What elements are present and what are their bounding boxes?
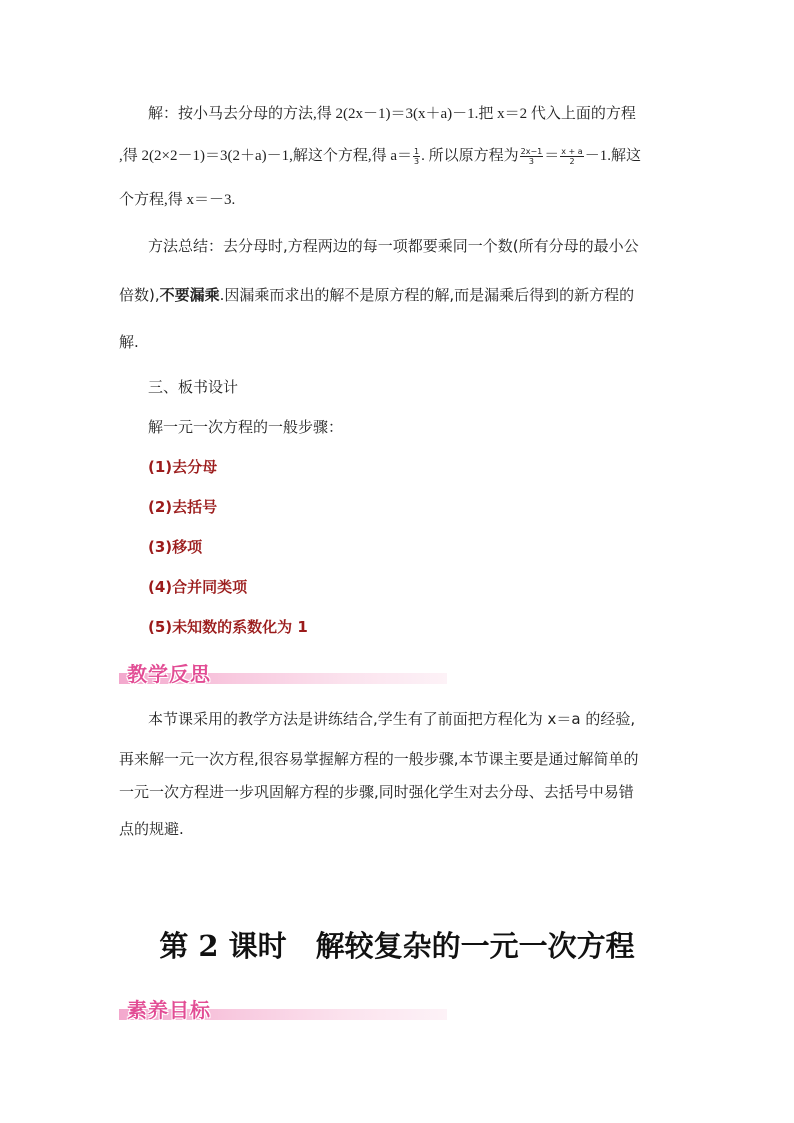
summary-emphasis: 不要漏乘 — [159, 286, 220, 304]
reflection-line-2: 再来解一元一次方程,很容易掌握解方程的一般步骤,本节课主要是通过解简单的 — [119, 750, 639, 768]
equals-sign: ＝ — [544, 148, 560, 164]
summary-line-2 — [119, 285, 634, 305]
reflection-line-3: 一元一次方程进一步巩固解方程的步骤,同时强化学生对去分母、去括号中易错 — [119, 783, 634, 801]
summary-text-post: .因漏乘而求出的解不是原方程的解,而是漏乘后得到的新方程的 — [219, 286, 635, 304]
step-3: (3)移项 — [148, 538, 203, 556]
goals-banner — [119, 994, 447, 1022]
reflection-line-1: 本节课采用的教学方法是讲练结合,学生有了前面把方程化为 x＝a 的经验, — [148, 710, 636, 728]
solution-line-1 — [148, 104, 636, 124]
solution-label: 解： — [148, 106, 179, 122]
goals-banner-title: 素养目标 — [127, 998, 211, 1022]
solution-text-2-mid: . 所以原方程为 — [421, 148, 519, 164]
summary-line-3: 解. — [119, 333, 139, 351]
solution-line-3: 个方程,得 x＝－3. — [119, 192, 236, 208]
lesson-title: 第 2 课时 解较复杂的一元一次方程 — [159, 929, 635, 963]
solution-line-2 — [119, 146, 641, 166]
summary-text-pre: 倍数), — [119, 286, 160, 304]
step-4: (4)合并同类项 — [148, 578, 248, 596]
board-heading: 三、板书设计 — [148, 378, 239, 396]
solution-text-1: 按小马去分母的方法,得 2(2x－1)＝3(x＋a)－1.把 x＝2 代入上面的方程 — [178, 106, 636, 122]
reflection-banner-title: 教学反思 — [127, 662, 211, 686]
step-5: (5)未知数的系数化为 1 — [148, 618, 308, 636]
fraction-a-value: $\frac{1}{3}$ — [414, 147, 420, 167]
summary-line-1: 方法总结：去分母时,方程两边的每一项都要乘同一个数(所有分母的最小公 — [148, 237, 639, 255]
fraction-right: $\frac{x + a}{2}$ — [561, 147, 583, 167]
board-intro: 解一元一次方程的一般步骤： — [148, 418, 344, 436]
reflection-line-4: 点的规避. — [119, 820, 184, 838]
reflection-banner — [119, 658, 447, 686]
solution-text-2-post: －1.解这 — [584, 148, 641, 164]
step-1: (1)去分母 — [148, 458, 218, 476]
fraction-left: $\frac{2x-1}{3}$ — [520, 147, 543, 167]
step-2: (2)去括号 — [148, 498, 218, 516]
solution-text-2-pre: ,得 2(2×2－1)＝3(2＋a)－1,解这个方程,得 a＝ — [119, 148, 413, 164]
